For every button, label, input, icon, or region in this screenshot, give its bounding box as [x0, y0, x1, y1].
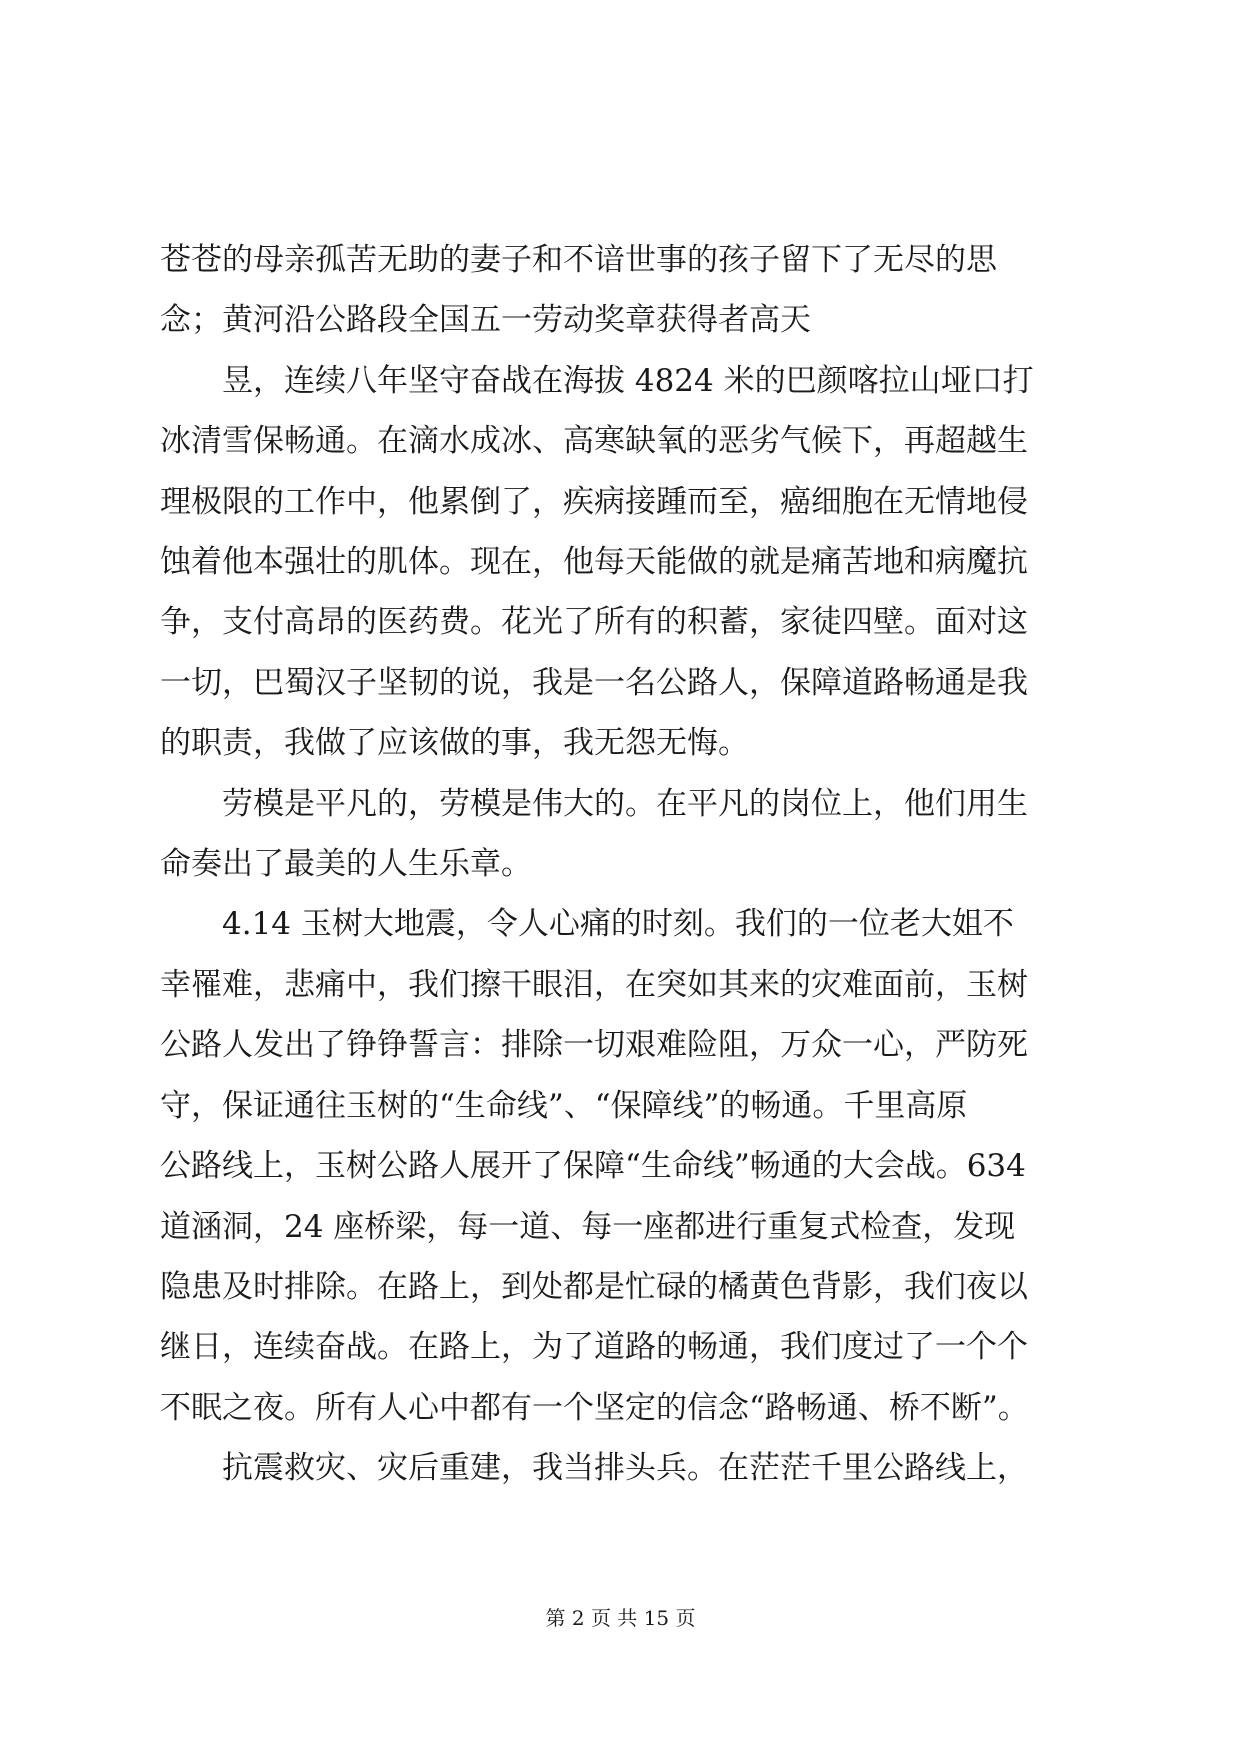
text-line: 争，支付高昂的医药费。花光了所有的积蓄，家徒四壁。面对这: [160, 604, 1028, 641]
paragraph: [160, 351, 1080, 774]
text-line: 昱，连续八年坚守奋战在海拔 4824 米的巴颜喀拉山垭口打: [222, 362, 1034, 399]
paragraph: [160, 230, 1080, 351]
text-line: 劳模是平凡的，劳模是伟大的。在平凡的岗位上，他们用生: [222, 785, 1028, 822]
text-line: 的职责，我做了应该做的事，我无怨无悔。: [160, 725, 749, 762]
text-line: 抗震救灾、灾后重建，我当排头兵。在茫茫千里公路线上，: [222, 1450, 1028, 1487]
text-line: 命奏出了最美的人生乐章。: [160, 846, 532, 883]
text-line: 隐患及时排除。在路上，到处都是忙碌的橘黄色背影，我们夜以: [160, 1268, 1028, 1305]
text-line: 冰清雪保畅通。在滴水成冰、高寒缺氧的恶劣气候下，再超越生: [160, 423, 1028, 460]
text-line: 继日，连续奋战。在路上，为了道路的畅通，我们度过了一个个: [160, 1329, 1028, 1366]
text-line: 幸罹难，悲痛中，我们擦干眼泪，在突如其来的灾难面前，玉树: [160, 966, 1028, 1003]
paragraph: [160, 1438, 1080, 1498]
text-line: 念；黄河沿公路段全国五一劳动奖章获得者高天: [160, 302, 811, 339]
text-line: 苍苍的母亲孤苦无助的妻子和不谙世事的孩子留下了无尽的思: [160, 242, 997, 278]
text-line: 道涵洞，24 座桥梁，每一道、每一座都进行重复式检查，发现: [160, 1208, 1016, 1245]
text-line: 公路人发出了铮铮誓言：排除一切艰难险阻，万众一心，严防死: [160, 1027, 1028, 1064]
paragraph: [160, 894, 1080, 1438]
text-line: 公路线上，玉树公路人展开了保障“生命线”畅通的大会战。634: [160, 1148, 1026, 1185]
text-line: 一切，巴蜀汉子坚韧的说，我是一名公路人，保障道路畅通是我: [160, 664, 1028, 701]
paragraph: [160, 774, 1080, 895]
text-line: 蚀着他本强壮的肌体。现在，他每天能做的就是痛苦地和病魔抗: [160, 544, 1028, 581]
text-line: 4.14 玉树大地震，令人心痛的时刻。我们的一位老大姐不: [222, 906, 1014, 943]
body-text: [160, 230, 1080, 1499]
text-line: 守，保证通往玉树的“生命线”、“保障线”的畅通。千里高原: [160, 1087, 968, 1124]
page-footer: 第 2 页 共 15 页: [545, 1606, 696, 1630]
text-line: 不眠之夜。所有人心中都有一个坚定的信念“路畅通、桥不断”。: [160, 1389, 1029, 1426]
text-line: 理极限的工作中，他累倒了，疾病接踵而至，癌细胞在无情地侵: [160, 483, 1028, 520]
